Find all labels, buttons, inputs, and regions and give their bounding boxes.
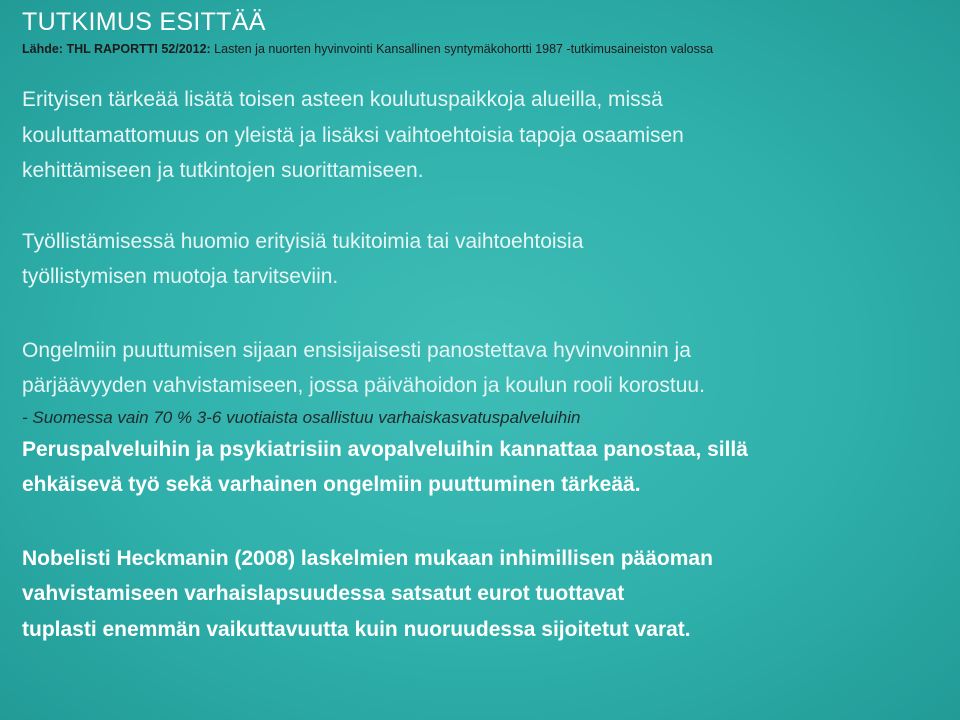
spacer [22,295,942,333]
paragraph-line: pärjäävyyden vahvistamiseen, jossa päivähoidon ja koulun rooli korostuu. [22,374,705,397]
paragraph-employment [22,224,942,295]
paragraph-line: Peruspalveluihin ja psykiatrisiin avopalveluihin kannattaa panostaa, sillä [22,437,748,461]
slide-title: TUTKIMUS ESITTÄÄ [22,8,266,36]
paragraph-line: kouluttamattomuus on yleistä ja lisäksi vaihtoehtoisia tapoja osaamisen [22,123,684,147]
spacer [22,189,942,224]
paragraph-line: vahvistamiseen varhaislapsuudessa satsatut eurot tuottavat [22,582,625,605]
source-line [22,42,713,56]
daycare-note: - Suomessa vain 70 % 3-6 vuotiaista osallistuu varhaiskasvatuspalveluihin [22,407,581,427]
slide-body [22,82,942,647]
paragraph-line: työllistymisen muotoja tarvitseviin. [22,265,339,288]
paragraph-line: tuplasti enemmän vaikuttavuutta kuin nuoruudessa sijoitetut varat. [22,617,691,641]
paragraph-line: Ongelmiin puuttumisen sijaan ensisijaisesti panostettava hyvinvoinnin ja [22,338,691,362]
paragraph-line: Työllistämisessä huomio erityisiä tukitoimia tai vaihtoehtoisia [22,229,584,253]
spacer [22,503,942,541]
paragraph-education [22,82,942,189]
paragraph-wellbeing [22,333,942,503]
source-text: Lasten ja nuorten hyvinvointi Kansallinen syntymäkohortti 1987 -tutkimusaineiston valossa [210,42,714,56]
source-label: Lähde: THL RAPORTTI 52/2012: [22,42,211,56]
paragraph-line: kehittämiseen ja tutkintojen suorittamiseen. [22,159,424,182]
paragraph-line: Nobelisti Heckmanin (2008) laskelmien mukaan inhimillisen pääoman [22,546,713,570]
paragraph-heckman [22,541,942,648]
paragraph-line: ehkäisevä työ sekä varhainen ongelmiin puuttuminen tärkeää. [22,473,641,496]
paragraph-line: Erityisen tärkeää lisätä toisen asteen koulutuspaikkoja alueilla, missä [22,88,663,111]
